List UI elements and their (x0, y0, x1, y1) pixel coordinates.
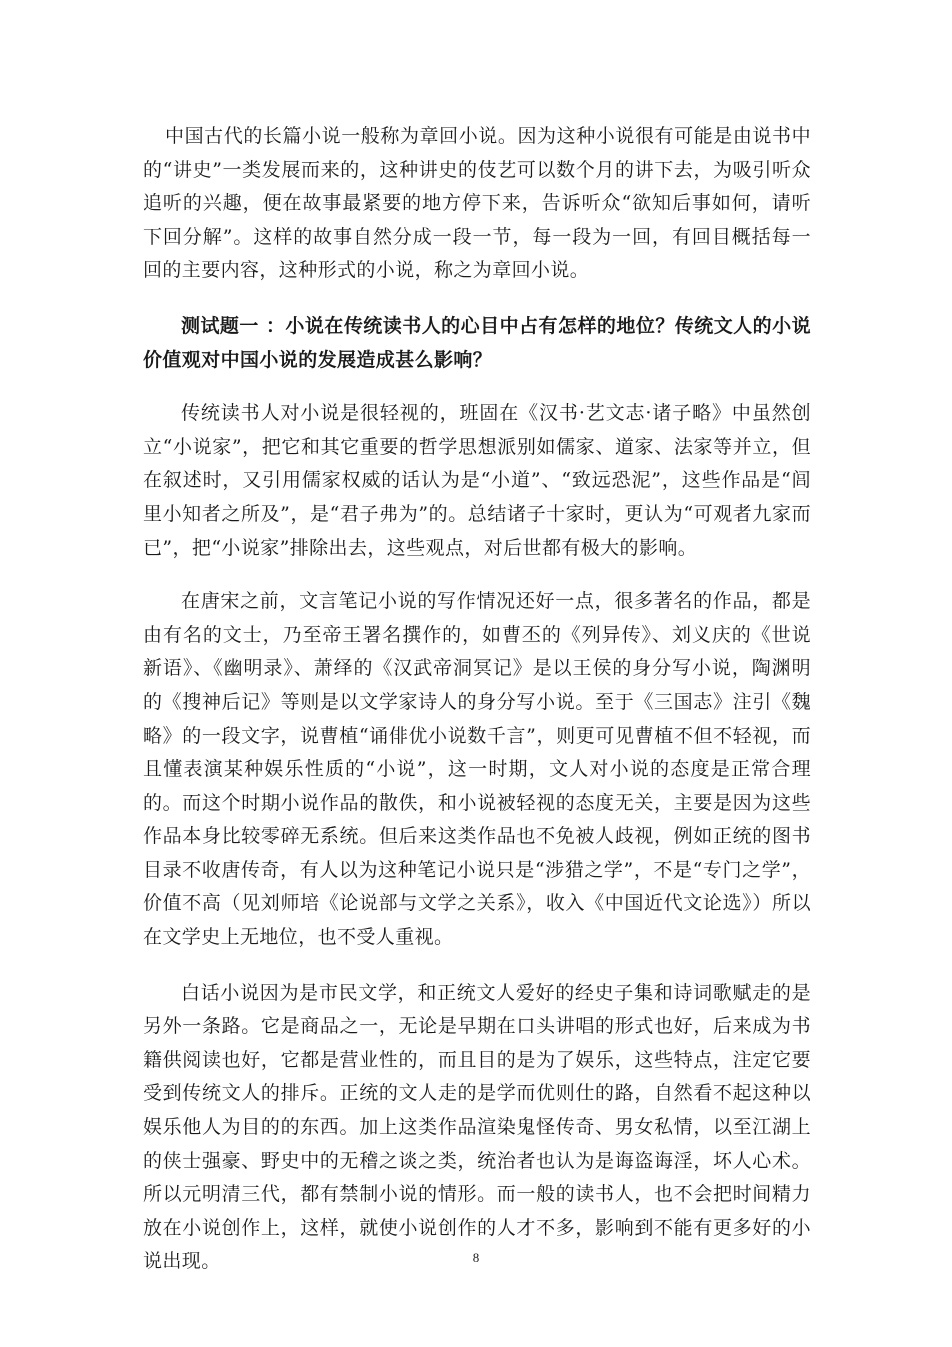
question-text: 测试题一 ：小说在传统读书人的心目中占有怎样的地位？传统文人的小说价值观对中国小说的发展造成甚么影响？ (143, 314, 811, 371)
document-body (143, 120, 811, 1279)
page-number: 8 (472, 1250, 480, 1265)
intro-text: 中国古代的长篇小说一般称为章回小说。因为这种小说很有可能是由说书中的“讲史”一类发展而来的，这种讲史的伎艺可以数个月的讲下去，为吸引听众追听的兴趣，便在故事最紧要的地方停下来，告诉听众“欲知后事如何，请听下回分解”。这样的故事自然分成一段一节，每一段为一回，有回目概括每一回的主要内容，这种形式的小说，称之为章回小说。 (143, 125, 811, 282)
answer-1-text: 传统读书人对小说是很轻视的，班固在《汉书·艺文志·诸子略》中虽然创立“小说家”，把它和其它重要的哲学思想派别如儒家、道家、法家等并立，但在叙述时，又引用儒家权威的话认为是“小道”、“致远恐泥”，这些作品是“闾里小知者之所及”，是“君子弗为”的。总结诸子十家时，更认为“可观者九家而已”，把“小说家”排除出去，这些观点，对后世都有极大的影响。 (143, 402, 811, 559)
intro-paragraph (143, 120, 811, 288)
answer-paragraph-2 (143, 585, 811, 955)
test-question-heading (143, 310, 811, 377)
answer-3-text: 白话小说因为是市民文学，和正统文人爱好的经史子集和诗词歌赋走的是另外一条路。它是商品之一，无论是早期在口头讲唱的形式也好，后来成为书籍供阅读也好，它都是营业性的，而且目的是为了娱乐，这些特点，注定它要受到传统文人的排斥。正统的文人走的是学而优则仕的路，自然看不起这种以娱乐他人为目的的东西。加上这类作品渲染鬼怪传奇、男女私情，以至江湖上的侠士强豪、野史中的无稽之谈之类，统治者也认为是诲盗诲淫，坏人心术。所以元明清三代，都有禁制小说的情形。而一般的读书人，也不会把时间精力放在小说创作上，这样，就使小说创作的人才不多，影响到不能有更多好的小说出现。 (143, 981, 811, 1273)
answer-paragraph-3 (143, 977, 811, 1279)
answer-2-text: 在唐宋之前，文言笔记小说的写作情况还好一点，很多著名的作品，都是由有名的文士，乃至帝王署名撰作的，如曹丕的《列异传》、刘义庆的《世说新语》、《幽明录》、萧绎的《汉武帝洞冥记》是以王侯的身分写小说，陶渊明的《搜神后记》等则是以文学家诗人的身分写小说。至于《三国志》注引《魏略》的一段文字，说曹植“诵俳优小说数千言”，则更可见曹植不但不轻视，而且懂表演某种娱乐性质的“小说”，这一时期，文人对小说的态度是正常合理的。而这个时期小说作品的散佚，和小说被轻视的态度无关，主要是因为这些作品本身比较零碎无系统。但后来这类作品也不免被人歧视，例如正统的图书目录不收唐传奇，有人以为这种笔记小说只是“涉猎之学”，不是“专门之学”，价值不高（见刘师培《论说部与文学之关系》，收入《中国近代文论选》）所以在文学史上无地位，也不受人重视。 (143, 590, 811, 949)
answer-paragraph-1 (143, 397, 811, 565)
